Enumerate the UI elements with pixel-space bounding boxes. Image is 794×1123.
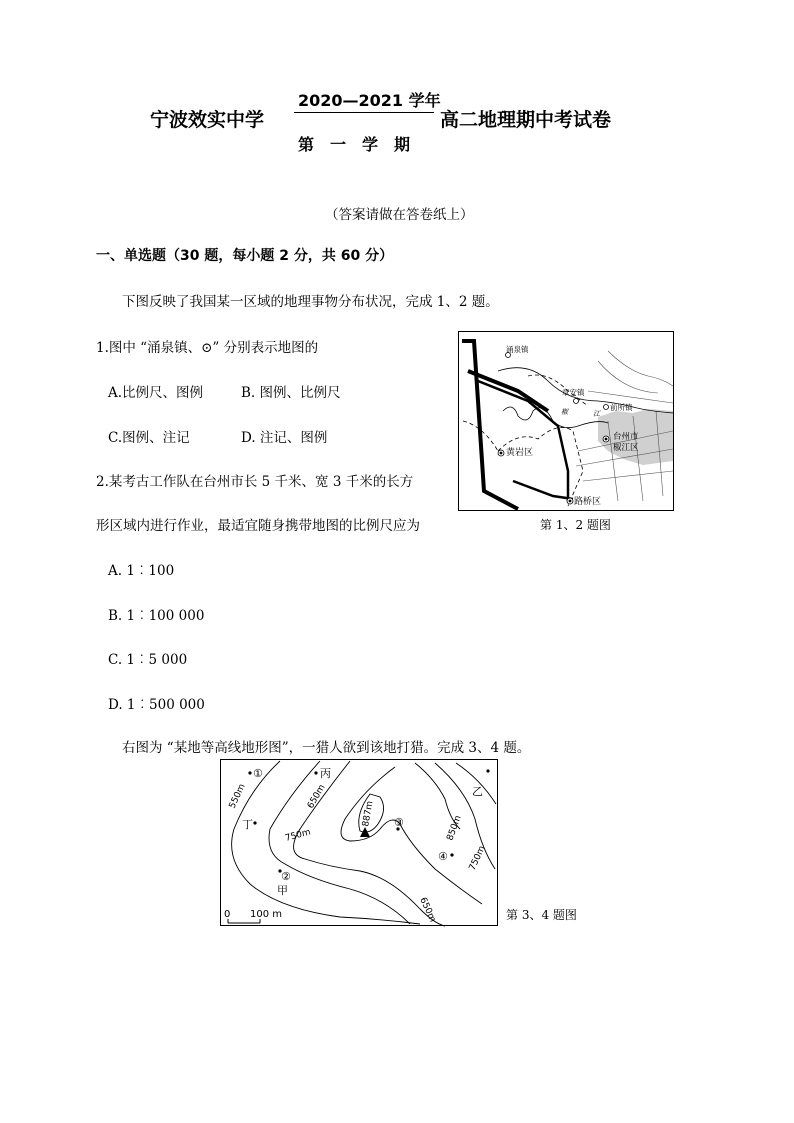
point-1: ① <box>253 767 263 780</box>
label-yongquan: 涌泉镇 <box>506 345 529 354</box>
q2-option-a: A. 1︰100 <box>108 563 175 579</box>
label-qiansuo: 前所镇 <box>610 403 633 412</box>
point-4: ④ <box>438 850 448 863</box>
q2-option-b: B. 1︰100 000 <box>108 608 205 624</box>
label-huangyan: 黄岩区 <box>506 448 534 458</box>
q2-stem-line2: 形区域内进行作业，最适宜随身携带地图的比例尺应为 <box>96 518 420 534</box>
point-3: ③ <box>394 816 404 829</box>
q1-option-c: C.图例、注记 <box>108 430 190 446</box>
label-taizhou-2: 椒江区 <box>613 443 639 453</box>
label-luqiao: 路桥区 <box>574 497 602 507</box>
contour-label-850: 850m <box>445 814 464 843</box>
contour-label-750: 750m <box>284 827 312 844</box>
map-contour <box>220 759 498 927</box>
scale-zero: 0 <box>224 909 231 920</box>
contour-label-887: 887m <box>361 800 376 828</box>
label-taizhou-1: 台州市 <box>613 432 639 442</box>
section-title: 一、单选题（30 题，每小题 2 分，共 60 分） <box>96 248 394 264</box>
map2-caption: 第 3、4 题图 <box>506 908 577 922</box>
school-term: 第 一 学 期 <box>298 135 411 154</box>
intro-q3-q4: 右图为 “某地等高线地形图”，一猎人欲到该地打猎。完成 3、4 题。 <box>122 740 531 756</box>
label-jiang: 江 <box>593 410 600 418</box>
point-jia: 甲 <box>277 884 288 897</box>
map-taizhou <box>458 331 674 511</box>
point-bing: 丙 <box>320 767 331 780</box>
contour-label-750b: 750m <box>467 844 488 873</box>
label-zhangan: 章安镇 <box>562 388 585 397</box>
q2-option-c: C. 1︰5 000 <box>108 652 188 668</box>
map1-caption: 第 1、2 题图 <box>540 518 611 532</box>
answer-note: （答案请做在答卷纸上） <box>325 207 474 223</box>
q2-option-d: D. 1︰500 000 <box>108 697 205 713</box>
q1-option-d: D. 注记、图例 <box>241 430 328 446</box>
school-year: 2020—2021 学年 <box>298 91 441 110</box>
point-ding: 丁 <box>242 818 253 831</box>
point-yi: 乙 <box>472 785 483 798</box>
contour-label-650b: 650m <box>417 896 438 924</box>
school-name: 宁波效实中学 <box>150 109 265 131</box>
q1-option-b: B. 图例、比例尺 <box>241 385 341 401</box>
label-jiao: 椒 <box>561 408 568 416</box>
title-divider <box>294 112 434 113</box>
q1-stem: 1.图中 “涌泉镇、⊙” 分别表示地图的 <box>96 340 319 356</box>
scale-label: 100 m <box>250 909 283 920</box>
contour-label-650a: 650m <box>305 783 328 811</box>
intro-q1-q2: 下图反映了我国某一区域的地理事物分布状况，完成 1、2 题。 <box>122 294 499 310</box>
contour-label-550: 550m <box>227 782 248 811</box>
q1-option-a: A.比例尺、图例 <box>108 385 204 401</box>
q2-stem-line1: 2.某考古工作队在台州市长 5 千米、宽 3 千米的长方 <box>96 474 414 490</box>
exam-title: 高二地理期中考试卷 <box>440 109 612 131</box>
point-2: ② <box>281 870 291 883</box>
